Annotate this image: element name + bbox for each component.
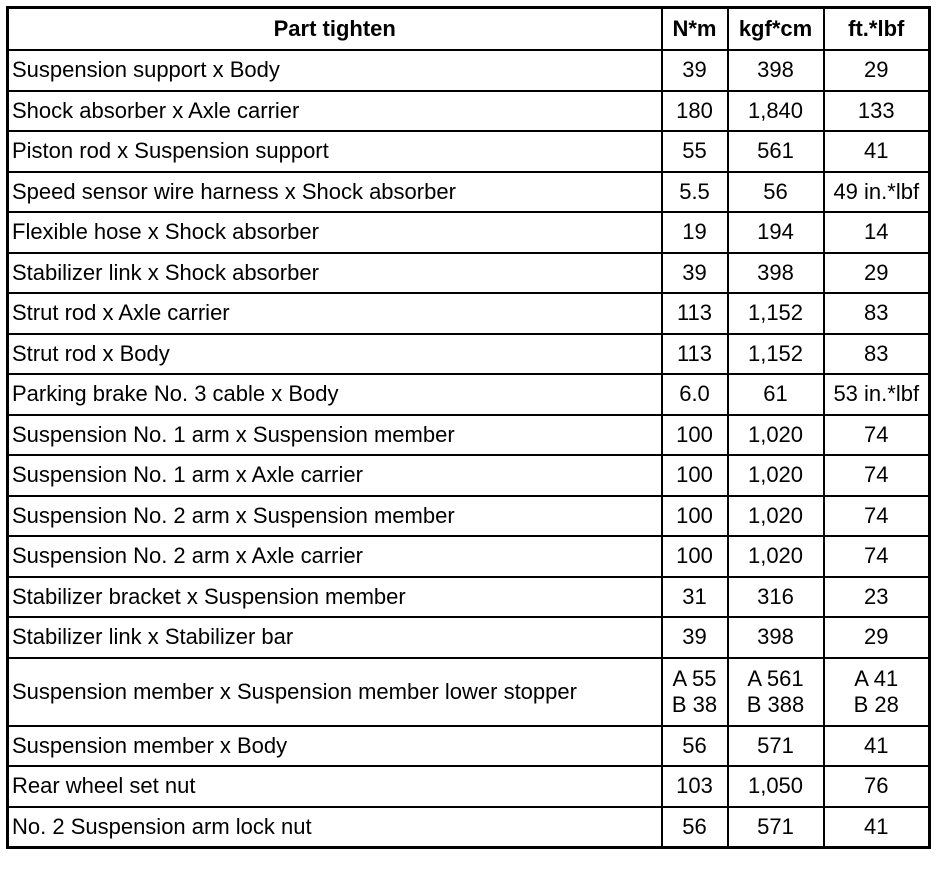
cell-part-tighten: No. 2 Suspension arm lock nut: [8, 807, 662, 848]
cell-ft-lbf: [824, 658, 930, 726]
cell-ft-lbf: 74: [824, 415, 930, 456]
cell-kgf-cm: 1,020: [728, 496, 824, 537]
cell-kgf-cm: 1,020: [728, 415, 824, 456]
table-row: [8, 617, 930, 658]
table-row: [8, 536, 930, 577]
cell-nm-line: B 38: [671, 691, 718, 717]
cell-kgf-cm: 1,152: [728, 334, 824, 375]
header-part-tighten: Part tighten: [8, 8, 662, 51]
table-body: [8, 50, 930, 848]
cell-kgf-cm: 571: [728, 726, 824, 767]
table-header-row: [8, 8, 930, 51]
cell-part-tighten: Piston rod x Suspension support: [8, 131, 662, 172]
cell-part-tighten: Stabilizer link x Stabilizer bar: [8, 617, 662, 658]
cell-kgf-cm: 316: [728, 577, 824, 618]
cell-part-tighten: Speed sensor wire harness x Shock absorber: [8, 172, 662, 213]
cell-nm: 6.0: [662, 374, 728, 415]
cell-nm: 55: [662, 131, 728, 172]
table-row: [8, 334, 930, 375]
cell-nm: 56: [662, 726, 728, 767]
cell-kgf-cm: 398: [728, 253, 824, 294]
header-kgf-cm: kgf*cm: [728, 8, 824, 51]
cell-kgf-cm-line: A 561: [747, 665, 804, 691]
table-row: [8, 374, 930, 415]
cell-ft-lbf-line: B 28: [853, 691, 899, 717]
cell-kgf-cm: 194: [728, 212, 824, 253]
cell-nm: 100: [662, 536, 728, 577]
cell-ft-lbf: 74: [824, 536, 930, 577]
torque-specification-table: [6, 6, 931, 849]
cell-ft-lbf: 41: [824, 131, 930, 172]
cell-nm: 56: [662, 807, 728, 848]
cell-kgf-cm: 1,020: [728, 536, 824, 577]
cell-nm: 180: [662, 91, 728, 132]
cell-ft-lbf: 29: [824, 253, 930, 294]
cell-part-tighten: Flexible hose x Shock absorber: [8, 212, 662, 253]
cell-kgf-cm: 398: [728, 617, 824, 658]
cell-kgf-cm: [728, 658, 824, 726]
cell-part-tighten: Suspension No. 1 arm x Suspension member: [8, 415, 662, 456]
cell-ft-lbf: 74: [824, 496, 930, 537]
table-row: [8, 658, 930, 726]
cell-ft-lbf: 83: [824, 334, 930, 375]
table-row: [8, 807, 930, 848]
table-row: [8, 415, 930, 456]
cell-ft-lbf: 76: [824, 766, 930, 807]
cell-kgf-cm: 398: [728, 50, 824, 91]
cell-ft-lbf: 29: [824, 50, 930, 91]
cell-kgf-cm-line: B 388: [746, 691, 805, 717]
table-row: [8, 766, 930, 807]
header-ft-lbf: ft.*lbf: [824, 8, 930, 51]
cell-part-tighten: Suspension support x Body: [8, 50, 662, 91]
cell-ft-lbf: 74: [824, 455, 930, 496]
cell-part-tighten: Suspension No. 2 arm x Suspension member: [8, 496, 662, 537]
cell-part-tighten: Suspension member x Suspension member lower stopper: [8, 658, 662, 726]
table-row: [8, 577, 930, 618]
cell-kgf-cm: 1,050: [728, 766, 824, 807]
cell-part-tighten: Suspension member x Body: [8, 726, 662, 767]
table-row: [8, 496, 930, 537]
cell-nm: 100: [662, 496, 728, 537]
cell-ft-lbf: 41: [824, 807, 930, 848]
cell-nm: 100: [662, 415, 728, 456]
cell-kgf-cm: 61: [728, 374, 824, 415]
cell-kgf-cm: 1,840: [728, 91, 824, 132]
cell-part-tighten: Strut rod x Body: [8, 334, 662, 375]
cell-nm: 31: [662, 577, 728, 618]
cell-ft-lbf: 49 in.*lbf: [824, 172, 930, 213]
cell-nm: 5.5: [662, 172, 728, 213]
torque-table-container: [6, 6, 931, 849]
cell-kgf-cm: 56: [728, 172, 824, 213]
cell-kgf-cm: 571: [728, 807, 824, 848]
table-row: [8, 50, 930, 91]
table-row: [8, 91, 930, 132]
cell-part-tighten: Suspension No. 2 arm x Axle carrier: [8, 536, 662, 577]
cell-ft-lbf: 133: [824, 91, 930, 132]
table-row: [8, 455, 930, 496]
cell-part-tighten: Shock absorber x Axle carrier: [8, 91, 662, 132]
cell-nm: 39: [662, 50, 728, 91]
cell-nm: 39: [662, 253, 728, 294]
cell-part-tighten: Parking brake No. 3 cable x Body: [8, 374, 662, 415]
cell-nm: 39: [662, 617, 728, 658]
cell-part-tighten: Strut rod x Axle carrier: [8, 293, 662, 334]
cell-kgf-cm: 1,020: [728, 455, 824, 496]
cell-part-tighten: Stabilizer link x Shock absorber: [8, 253, 662, 294]
cell-nm-line: A 55: [672, 665, 717, 691]
cell-nm: 100: [662, 455, 728, 496]
cell-nm: 19: [662, 212, 728, 253]
table-row: [8, 212, 930, 253]
table-row: [8, 131, 930, 172]
cell-ft-lbf: 23: [824, 577, 930, 618]
cell-nm: 113: [662, 293, 728, 334]
table-row: [8, 726, 930, 767]
cell-nm: 103: [662, 766, 728, 807]
cell-nm: 113: [662, 334, 728, 375]
table-row: [8, 172, 930, 213]
table-row: [8, 293, 930, 334]
cell-ft-lbf-line: A 41: [854, 665, 899, 691]
header-nm: N*m: [662, 8, 728, 51]
cell-ft-lbf: 29: [824, 617, 930, 658]
cell-ft-lbf: 53 in.*lbf: [824, 374, 930, 415]
cell-ft-lbf: 41: [824, 726, 930, 767]
cell-kgf-cm: 1,152: [728, 293, 824, 334]
cell-part-tighten: Rear wheel set nut: [8, 766, 662, 807]
cell-nm: [662, 658, 728, 726]
cell-ft-lbf: 14: [824, 212, 930, 253]
cell-part-tighten: Stabilizer bracket x Suspension member: [8, 577, 662, 618]
table-row: [8, 253, 930, 294]
cell-ft-lbf: 83: [824, 293, 930, 334]
cell-kgf-cm: 561: [728, 131, 824, 172]
cell-part-tighten: Suspension No. 1 arm x Axle carrier: [8, 455, 662, 496]
